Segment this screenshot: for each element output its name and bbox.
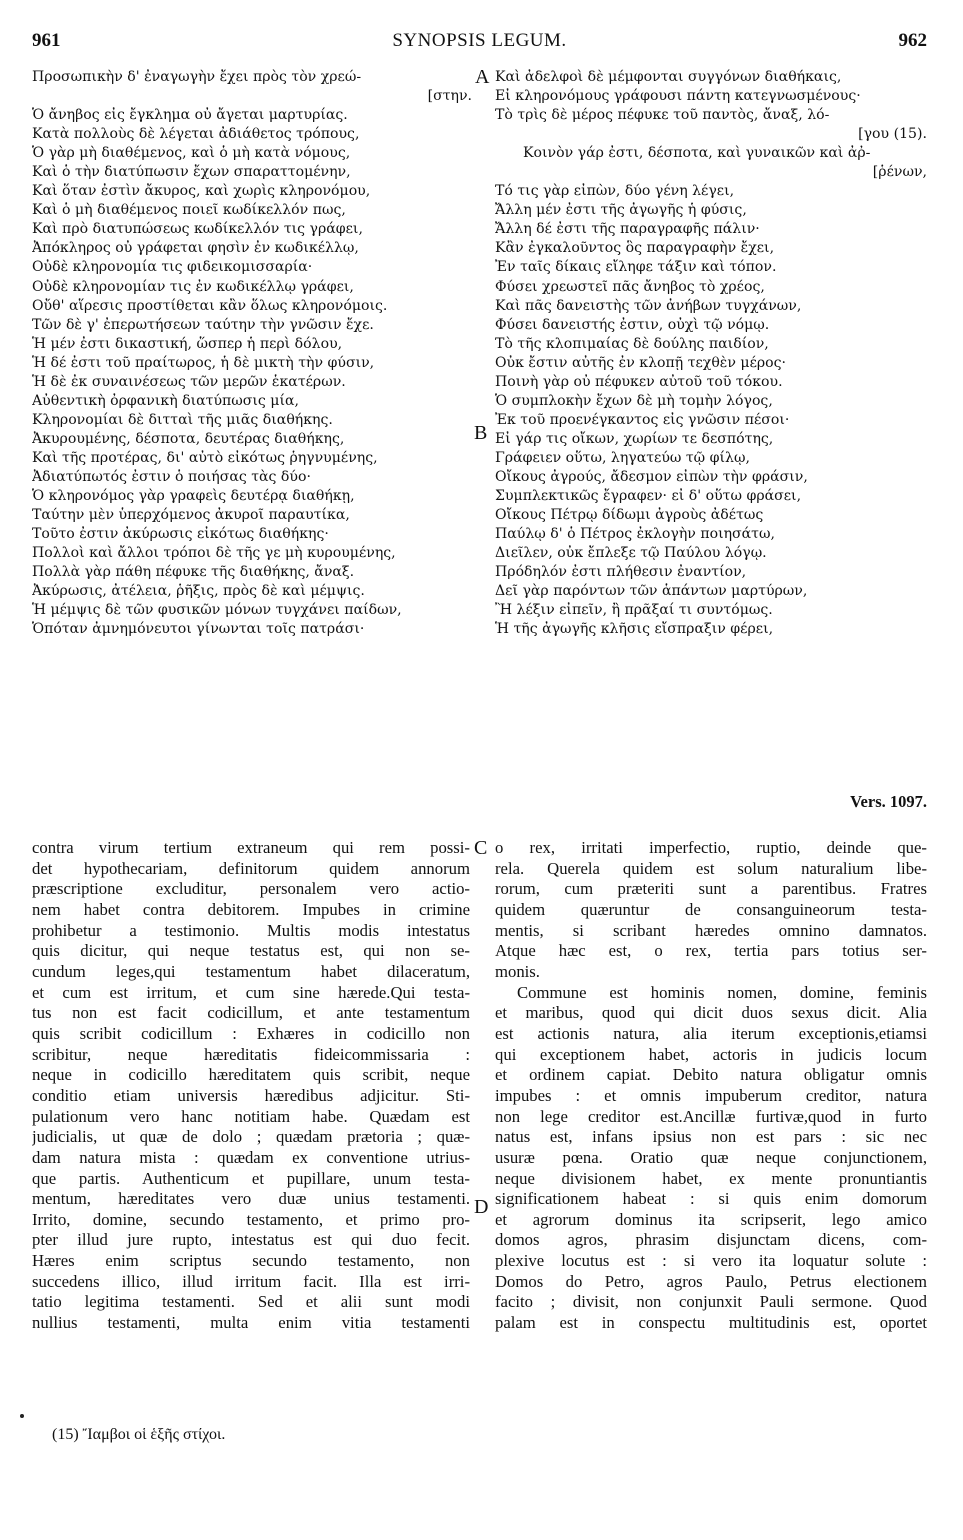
latin-text-line: conditio etiam universis hæredibus adjicitur. Sti- bbox=[32, 1085, 470, 1105]
latin-text-line: nem habet contra debitorem. Impubes in crimine bbox=[32, 899, 470, 919]
greek-verse-line: Ἄλλη μέν ἐστι τῆς ἀγωγῆς ἡ φύσις, bbox=[495, 202, 747, 219]
greek-verse-line: Κἂν ἐγκαλοῦντος ὃς παραγραφὴν ἔχει, bbox=[495, 240, 775, 257]
greek-verse-line: Παύλῳ δ' ὁ Πέτρος ἐκλογὴν ποιησάτω, bbox=[495, 526, 775, 543]
greek-verse-line: Φύσει δανειστής ἐστιν, οὐχὶ τῷ νόμῳ. bbox=[495, 316, 770, 333]
latin-text-line: judicialis, ut quæ de dolo ; quædam prætoria ; quæ- bbox=[32, 1127, 470, 1147]
greek-verse-line: Τὸ τρὶς δὲ μέρος πέφυκε τοῦ παντὸς, ἄναξ, λό- bbox=[495, 107, 830, 124]
latin-text-line: impubes : et omnis impuberum creditor, natura bbox=[495, 1085, 927, 1105]
greek-verse-line: Ὁπόταν ἀμνημόνευτοι γίνωνται τοῖς πατράσι· bbox=[32, 621, 365, 638]
margin-dot bbox=[20, 1414, 24, 1418]
margin-marker-b: B bbox=[474, 422, 488, 444]
greek-verse-line: Τοῦτο ἐστιν ἀκύρωσις εἰκότως διαθήκης· bbox=[32, 526, 329, 543]
greek-verse-line: Πρόδηλόν ἐστι πλήθεσιν ἐναντίον, bbox=[495, 564, 747, 581]
greek-verse-line: Οἴκους Πέτρῳ δίδωμι ἀγροὺς ἀδέτως bbox=[495, 507, 764, 524]
greek-verse-line: Ἡ μέμψις δὲ τῶν φυσικῶν μόνων τυγχάνει παίδων, bbox=[32, 602, 402, 619]
greek-verse-line: Καὶ ὁ μὴ διαθέμενος ποιεῖ κωδίκελλόν πως, bbox=[32, 202, 346, 219]
latin-text-line: præscriptione excluditur, personalem vero actio- bbox=[32, 879, 470, 899]
latin-text-line: est actionis natura, alia iterum exceptionis,etiamsi bbox=[495, 1023, 927, 1043]
greek-verse-line: Προσωπικὴν δ' ἐναγωγὴν ἔχει πρὸς τὸν χρεώ- bbox=[32, 69, 362, 85]
greek-verse-line: [στην. bbox=[427, 88, 472, 105]
latin-text-line: domos agros, phrasim disjunctam dicens, com- bbox=[495, 1230, 927, 1250]
latin-text-line: pulationum vero hanc notitiam habe. Quædam est bbox=[32, 1106, 470, 1126]
greek-verse-line: Κατὰ πολλοὺς δὲ λέγεται ἀδιάθετος τρόπους, bbox=[32, 126, 360, 143]
greek-verse-line: Ἡ τῆς ἀγωγῆς κλῆσις εἴσπραξιν φέρει, bbox=[495, 621, 774, 638]
greek-verse-line: Ταύτην μὲν ὑπερχόμενος ἀκυροῖ παραυτίκα, bbox=[32, 507, 350, 524]
greek-verse-line: Ἡ μέν ἐστι δικαστική, ὥσπερ ἡ περὶ δόλου, bbox=[32, 335, 343, 352]
latin-text-line: monis. bbox=[495, 961, 540, 981]
latin-text-line: usuræ pœna. Oratio quæ neque conjunctionem, bbox=[495, 1147, 927, 1167]
greek-verse-line: Συμπλεκτικῶς ἔγραφεν· εἰ δ' οὕτω φράσει, bbox=[495, 488, 802, 505]
running-header bbox=[32, 30, 927, 58]
greek-verse-line: Δεῖ γὰρ παρόντων τῶν ἁπάντων μαρτύρων, bbox=[495, 583, 808, 600]
greek-verse-line: Καὶ ἀδελφοὶ δὲ μέμφονται συγγόνων διαθήκαις, bbox=[495, 69, 842, 85]
greek-verse-line: Ἄλλη δέ ἐστι τῆς παραγραφῆς πάλιν· bbox=[495, 221, 760, 238]
latin-text-line: et cum est irritum, et cum sine hærede.Qui testa- bbox=[32, 982, 470, 1002]
latin-text-line: succedens illico, illud irritum facit. Illa est irri- bbox=[32, 1271, 470, 1291]
latin-translation-column-left bbox=[32, 838, 470, 1334]
page-number-right: 962 bbox=[898, 30, 927, 51]
margin-marker-a: A bbox=[475, 66, 490, 88]
greek-verse-line: [γου (15). bbox=[858, 126, 927, 143]
latin-text-line: facito ; divisit, non conjunxit Pauli sermone. Quod bbox=[495, 1292, 927, 1312]
latin-translation-column-right bbox=[495, 838, 927, 1334]
greek-verse-line: Καὶ τῆς προτέρας, δι' αὐτὸ εἰκότως ῥηγνυμένης, bbox=[32, 449, 378, 466]
latin-text-line: rela. Querela quidem est solum naturalium libe- bbox=[495, 858, 927, 878]
latin-text-line: mentis, si scribant hæredes omnino damnatos. bbox=[495, 920, 927, 940]
greek-verse-line: Πολλοὶ καὶ ἄλλοι τρόποι δὲ τῆς γε μὴ κυρουμένης, bbox=[32, 545, 396, 562]
greek-verse-line: Οὔθ' αἵρεσις προστίθεται κἂν ὅλως κληρονόμοις. bbox=[32, 297, 388, 314]
greek-verse-line: Εἰ κληρονόμους γράφουσι πάντη κατεγνωσμένους· bbox=[495, 88, 861, 105]
latin-text-line: Hæres enim scriptus secundo testamento, non bbox=[32, 1251, 470, 1271]
verse-number: Vers. 1097. bbox=[850, 792, 927, 811]
greek-verse-line: Καὶ ὁ τὴν διατύπωσιν ἔχων σπαραττομένην, bbox=[32, 164, 351, 181]
latin-text-line: Commune est hominis nomen, domine, feminis bbox=[517, 982, 927, 1002]
greek-verse-line: Τὸ τῆς κλοπιμαίας δὲ δούλης παιδίον, bbox=[495, 335, 769, 352]
latin-text-line: neque in codicillo hæreditatem quis scribit, neque bbox=[32, 1065, 470, 1085]
greek-verse-line: Ἐν ταῖς δίκαις εἴληφε τάξιν καὶ τόπον. bbox=[495, 259, 777, 276]
latin-text-line: et agrorum dominus ita scripserit, lego amico bbox=[495, 1209, 927, 1229]
latin-text-line: contra virum tertium extraneum qui rem possi- bbox=[32, 838, 470, 857]
latin-text-line: cundum leges,qui testamentum habet dilaceratum, bbox=[32, 961, 470, 981]
greek-verse-line: Ἢ λέξιν εἰπεῖν, ἢ πρᾶξαί τι συντόμως. bbox=[495, 602, 773, 619]
greek-verse-column-right bbox=[495, 68, 927, 639]
greek-verse-line: Ἀκυρουμένης, δέσποτα, δευτέρας διαθήκης, bbox=[32, 430, 345, 447]
latin-text-line: scribitur, neque hæreditatis fideicommissaria : bbox=[32, 1044, 470, 1064]
greek-verse-line: Ὁ ἄνηβος εἰς ἔγκλημα οὐ ἄγεται μαρτυρίας. bbox=[32, 107, 348, 124]
latin-text-line: quis dicitur, qui neque testatus est, qui non se- bbox=[32, 941, 470, 961]
latin-text-line: Atque hæc est, o rex, tertia pars totius ser- bbox=[495, 941, 927, 961]
latin-text-line: qui exceptionem habet, actoris in judicis locum bbox=[495, 1044, 927, 1064]
margin-marker-c: C bbox=[474, 837, 488, 859]
greek-verse-line: Ἀκύρωσις, ἀτέλεια, ῥῆξις, πρὸς δὲ καὶ μέμψις. bbox=[32, 583, 365, 600]
latin-text-line: significationem habeat : si quis enim domorum bbox=[495, 1189, 927, 1209]
greek-verse-line: Διεῖλεν, οὐκ ἔπλεξε τῷ Παύλου λόγῳ. bbox=[495, 545, 767, 562]
greek-verse-line: Οὐδὲ κληρονομία τις φιδεικομισσαρία· bbox=[32, 259, 313, 276]
greek-verse-line: Ὁ κληρονόμος γὰρ γραφεὶς δευτέρᾳ διαθήκῃ, bbox=[32, 488, 355, 505]
greek-verse-line: Καὶ πρὸ διατυπώσεως κωδίκελλόν τις γράφει, bbox=[32, 221, 363, 238]
running-title: SYNOPSIS LEGUM. bbox=[392, 30, 567, 51]
latin-text-line: et ordinem capiat. Debito natura obligatur omnis bbox=[495, 1065, 927, 1085]
greek-verse-line: Ἐκ τοῦ προενέγκαντος εἰς γνῶσιν πέσοι· bbox=[495, 411, 790, 428]
latin-text-line: o rex, irritati imperfectio, ruptio, deinde que- bbox=[495, 838, 927, 857]
greek-verse-column-left bbox=[32, 68, 472, 639]
greek-verse-line: Ποινὴ γὰρ οὐ πέφυκεν αὐτοῦ τοῦ τόκου. bbox=[495, 373, 783, 390]
latin-text-line: tus non est facit codicillum, et ante testamentum bbox=[32, 1003, 470, 1023]
latin-text-line: que partis. Authenticum et pupillare, unum testa- bbox=[32, 1168, 470, 1188]
latin-text-line: quis scribit codicillum : Exhæres in codicillo non bbox=[32, 1023, 470, 1043]
latin-text-line: det hypothecariam, definitorum quidem annorum bbox=[32, 858, 470, 878]
greek-verse-line: Ἀπόκληρος οὐ γράφεται φησὶν ἐν κωδικέλλῳ, bbox=[32, 240, 359, 257]
greek-verse-line: Πολλὰ γὰρ πάθη πέφυκε τῆς διαθήκης, ἄναξ. bbox=[32, 564, 355, 581]
latin-text-line: mentum, hæreditates vero duæ unius testamenti. bbox=[32, 1189, 470, 1209]
margin-marker-d: D bbox=[474, 1196, 489, 1218]
greek-verse-line: Οὐδὲ κληρονομίαν τις ἐν κωδικέλλῳ γράφει, bbox=[32, 278, 354, 295]
latin-text-line: natus est, infans ipsius non est pars : sic nec bbox=[495, 1127, 927, 1147]
latin-text-line: Domos do Petro, agros Paulo, Petrus electionem bbox=[495, 1271, 927, 1291]
latin-text-line: plexive locutus est : si vero ita loquatur solute : bbox=[495, 1251, 927, 1271]
greek-verse-line: Οἴκους ἀγρούς, ἄδεσμον εἰπὼν τὴν φράσιν, bbox=[495, 468, 808, 485]
greek-verse-line: Ἀδιατύπωτός ἐστιν ὁ ποιήσας τὰς δύο· bbox=[32, 468, 311, 485]
greek-verse-line: Ὁ γὰρ μὴ διαθέμενος, καὶ ὁ μὴ κατὰ νόμους, bbox=[32, 145, 351, 162]
greek-verse-line: Κοινὸν γάρ ἐστι, δέσποτα, καὶ γυναικῶν καὶ ἀῤ- bbox=[523, 145, 871, 162]
greek-verse-line: Οὐκ ἔστιν αὐτῆς ἐν κλοπῇ τεχθὲν μέρος· bbox=[495, 354, 787, 371]
greek-verse-line: Ἡ δέ ἐστι τοῦ πραίτωρος, ἡ δὲ μικτὴ τὴν φύσιν, bbox=[32, 354, 375, 371]
greek-verse-line: Τό τις γὰρ εἰπὼν, δύο γένη λέγει, bbox=[495, 183, 735, 200]
latin-text-line: neque divisionem habet, ex mente pronuntiantis bbox=[495, 1168, 927, 1188]
greek-verse-line: Καὶ πᾶς δανειστὴς τῶν ἀνήβων τυγχάνων, bbox=[495, 297, 802, 314]
latin-text-line: et maribus, quod qui dicit duos sexus dicit. Alia bbox=[495, 1003, 927, 1023]
greek-verse-line: Καὶ ὅταν ἐστὶν ἄκυρος, καὶ χωρὶς κληρονόμου, bbox=[32, 183, 371, 200]
page-number-left: 961 bbox=[32, 30, 61, 51]
latin-text-line: non lege creditor est.Ancillæ furtivæ,quod in furto bbox=[495, 1106, 927, 1126]
latin-text-line: quidem quæruntur de consanguineorum testa- bbox=[495, 899, 927, 919]
latin-text-line: Irrito, domine, secundo testamento, et primo pro- bbox=[32, 1209, 470, 1229]
latin-text-line: dam natura mista : quædam ex conventione utrius- bbox=[32, 1147, 470, 1167]
greek-verse-line: Ἡ δὲ ἐκ συναινέσεως τῶν μερῶν ἑκατέρων. bbox=[32, 373, 346, 390]
greek-verse-line: [ῥένων, bbox=[872, 164, 927, 181]
latin-text-line: rorum, cum præteriti sunt a parentibus. Fratres bbox=[495, 879, 927, 899]
latin-text-line: tatio legitima testamenti. Sed et alii sunt modi bbox=[32, 1292, 470, 1312]
latin-text-line: prohibetur a testimonio. Multis modis intestatus bbox=[32, 920, 470, 940]
greek-verse-line: Φύσει χρεωστεῖ πᾶς ἄνηβος τὸ χρέος, bbox=[495, 278, 765, 295]
footnote: (15) Ἴαμβοι οἱ ἑξῆς στίχοι. bbox=[52, 1426, 226, 1443]
greek-verse-line: Γράφειεν οὕτω, ληγατεύω τῷ φίλῳ, bbox=[495, 449, 750, 466]
greek-verse-line: Εἰ γάρ τις οἴκων, χωρίων τε δεσπότης, bbox=[495, 430, 774, 447]
greek-verse-line: Ὁ συμπλοκὴν ἔχων δὲ μὴ τομὴν λόγος, bbox=[495, 392, 773, 409]
greek-verse-line: Τῶν δὲ γ' ἐπερωτήσεων ταύτην τὴν γνῶσιν ἔχε. bbox=[32, 316, 374, 333]
latin-text-line: pter illud jure rupto, intestatus est qui duo fecit. bbox=[32, 1230, 470, 1250]
greek-verse-line: Αὐθεντικὴ ὀρφανικὴ διατύπωσις μία, bbox=[32, 392, 299, 409]
latin-text-line: nullius testamenti, multa enim vitia testamenti bbox=[32, 1313, 470, 1333]
greek-verse-line: Κληρονομίαι δὲ διτταὶ τῆς μιᾶς διαθήκης. bbox=[32, 411, 333, 428]
latin-text-line: palam est in conspectu multitudinis est, oportet bbox=[495, 1313, 927, 1333]
